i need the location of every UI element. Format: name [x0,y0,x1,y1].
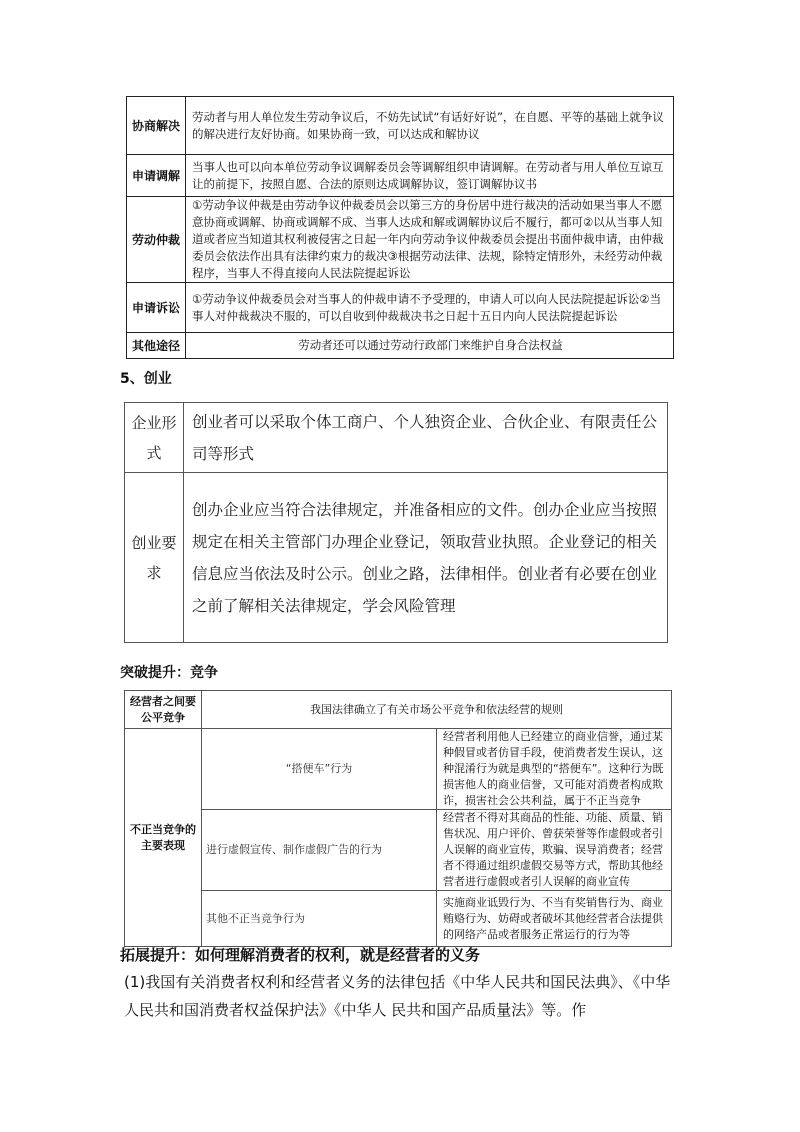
section-heading: 突破提升：竞争 [120,665,218,681]
table-row [125,729,672,810]
section-heading: 5、创业 [120,371,172,387]
table-row [127,197,674,283]
table-row [127,155,674,197]
row-text: 创业者可以采取个体工商户、个人独资企业、合伙企业、有限责任公司等形式 [184,403,668,473]
row-text: 当事人也可以向本单位劳动争议调解委员会等调解组织申请调解。在劳动者与用人单位互谅互让的前提下，按照自愿、合法的原则达成调解协议，签订调解协议书 [186,155,674,197]
row-sublabel: 其他不正当竞争行为 [202,891,437,947]
row-text: 劳动者还可以通过劳动行政部门来维护自身合法权益 [186,333,674,359]
row-sublabel: 进行虚假宣传、制作虚假广告的行为 [202,810,437,891]
row-text: ①劳动争议仲裁是由劳动争议仲裁委员会以第三方的身份居中进行裁决的活动如果当事人不愿意协商或调解、协商或调解不成、当事人达成和解或调解协议后不履行，都可②以从当事人知道或者应当知道其权利被侵害之日起一年内向劳动争议仲裁委员会提出书面仲裁申请，由仲裁委员会依法作出具有法律约束力的裁决③根据劳动法律、法规，除特定情形外，未经劳动仲裁程序，当事人不得直接向人民法院提起诉讼 [186,197,674,283]
row-label: 其他途径 [127,333,186,359]
table-row [127,97,674,155]
section-heading: 拓展提升：如何理解消费者的权利，就是经营者的义务 [120,946,481,964]
table-row [127,283,674,333]
row-label: 协商解决 [127,97,186,155]
table-row [125,403,668,473]
row-sublabel: “搭便车”行为 [202,729,437,810]
row-label: 申请调解 [127,155,186,197]
startup-table [124,402,668,643]
table-row [127,333,674,359]
row-label: 申请诉讼 [127,283,186,333]
row-text: 劳动者与用人单位发生劳动争议后，不妨先试试“有话好好说”，在自愿、平等的基础上就争议的解决进行友好协商。如果协商一致，可以达成和解协议 [186,97,674,155]
dispute-resolution-table [126,96,674,359]
header-text: 我国法律确立了有关市场公平竞争和依法经营的规则 [202,691,672,729]
row-label: 创业要求 [125,473,184,643]
table-row [125,691,672,729]
table-row [125,891,672,947]
header-label: 经营者之间要公平竞争 [125,691,202,729]
row-label: 劳动仲裁 [127,197,186,283]
table-row [125,810,672,891]
row-text: 经营者不得对其商品的性能、功能、质量、销售状况、用户评价、曾获荣誉等作虚假或者引人误解的商业宣传，欺骗、误导消费者；经营者不得通过组织虚假交易等方式，帮助其他经营者进行虚假或者引人误解的商业宣传 [437,810,672,891]
table-row [125,473,668,643]
group-label: 不正当竞争的主要表现 [125,729,202,947]
row-text: ①劳动争议仲裁委员会对当事人的仲裁申请不予受理的，申请人可以向人民法院提起诉讼②当事人对仲裁裁决不服的，可以自收到仲裁裁决书之日起十五日内向人民法院提起诉讼 [186,283,674,333]
row-text: 创办企业应当符合法律规定，并准备相应的文件。创办企业应当按照规定在相关主管部门办理企业登记，领取营业执照。企业登记的相关信息应当依法及时公示。创业之路，法律相伴。创业者有必要在创业之前了解相关法律规定，学会风险管理 [184,473,668,643]
body-paragraph: (1)我国有关消费者权利和经营者义务的法律包括《中华人民共和国民法典》、《中华人民共和国消费者权益保护法》《中华人 民共和国产品质量法》等。作 [124,973,671,1019]
competition-table [124,690,672,947]
row-text: 实施商业诋毁行为、不当有奖销售行为、商业贿赂行为、妨碍或者破坏其他经营者合法提供的网络产品或者服务正常运行的行为等 [437,891,672,947]
row-label: 企业形式 [125,403,184,473]
row-text: 经营者利用他人已经建立的商业信誉，通过某种假冒或者仿冒手段，使消费者发生误认，这种混淆行为就是典型的“搭便车”。这种行为既损害他人的商业信誉，又可能对消费者构成欺诈，损害社会公共利益，属于不正当竞争 [437,729,672,810]
